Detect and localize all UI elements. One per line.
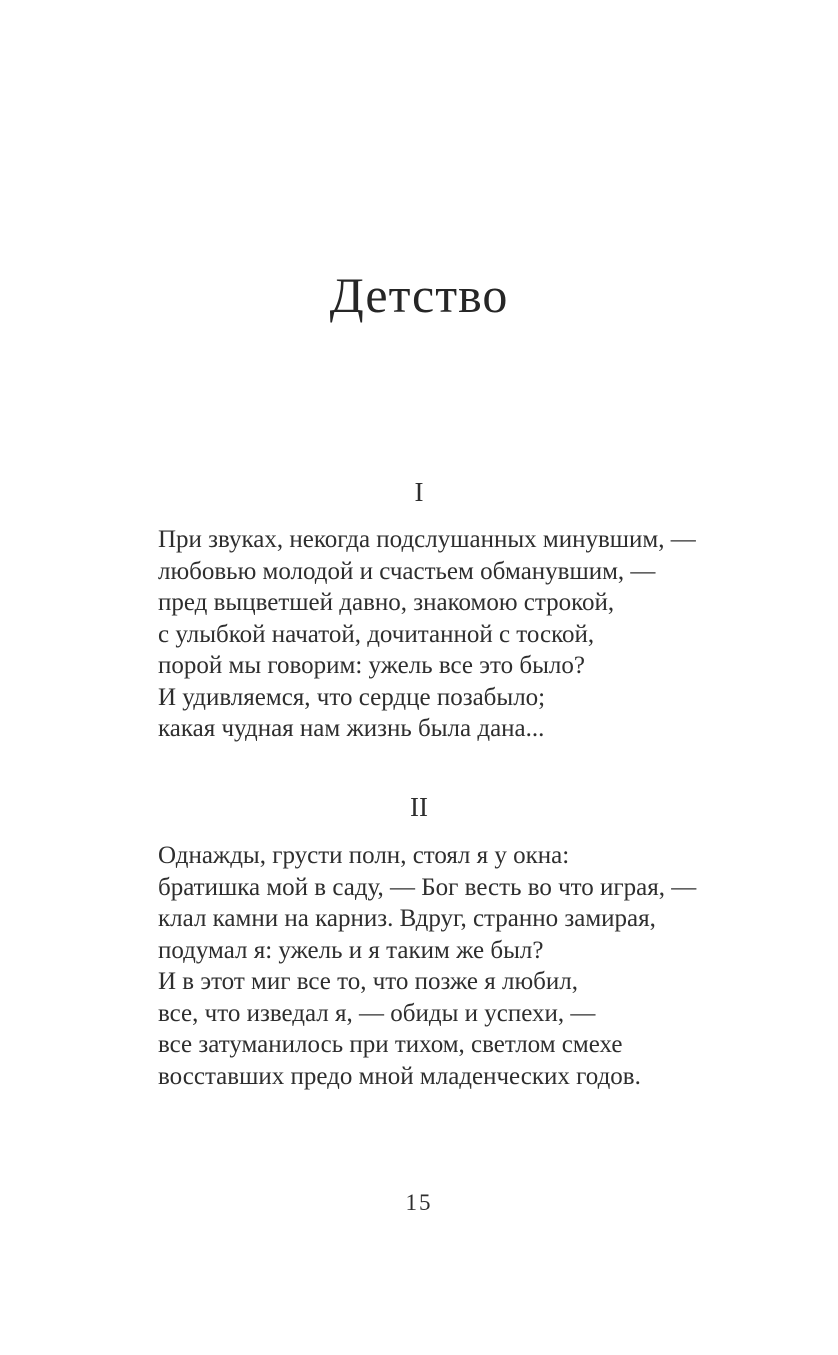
poem-line: подумал я: ужель и я таким же был? (158, 936, 544, 964)
poem-line: все, что изведал я, — обиды и успехи, — (158, 999, 596, 1027)
poem-title: Детство (329, 266, 509, 323)
poem-line: какая чудная нам жизнь была дана... (158, 715, 545, 742)
section-numeral-1: I (414, 477, 424, 507)
page-number: 15 (405, 1190, 433, 1215)
poem-line: все затуманилось при тихом, светлом смехе (158, 1031, 623, 1058)
stanza-1 (158, 524, 778, 745)
poem-line: И в этот миг все то, что позже я любил, (158, 968, 578, 995)
poem-line: пред выцветшей давно, знакомою строкой, (158, 589, 615, 616)
section-numeral-2: II (410, 792, 428, 822)
poem-line: порой мы говорим: ужель все это было? (158, 652, 585, 679)
poem-line: И удивляемся, что сердце позабыло; (158, 683, 546, 711)
poem-line: При звуках, некогда подслушанных минувшим, — (158, 526, 696, 553)
poem-line: любовью молодой и счастьем обманувшим, — (158, 557, 656, 585)
stanza-2 (158, 840, 778, 1092)
poem-line: с улыбкой начатой, дочитанной с тоской, (158, 620, 595, 648)
poem-line: восставших предо мной младенческих годов. (158, 1062, 641, 1090)
poem-line: Однажды, грусти полн, стоял я у окна: (158, 842, 570, 869)
poem-line: братишка мой в саду, — Бог весть во что играя, — (158, 873, 697, 901)
poem-line: клал камни на карниз. Вдруг, странно замирая, (158, 905, 656, 932)
